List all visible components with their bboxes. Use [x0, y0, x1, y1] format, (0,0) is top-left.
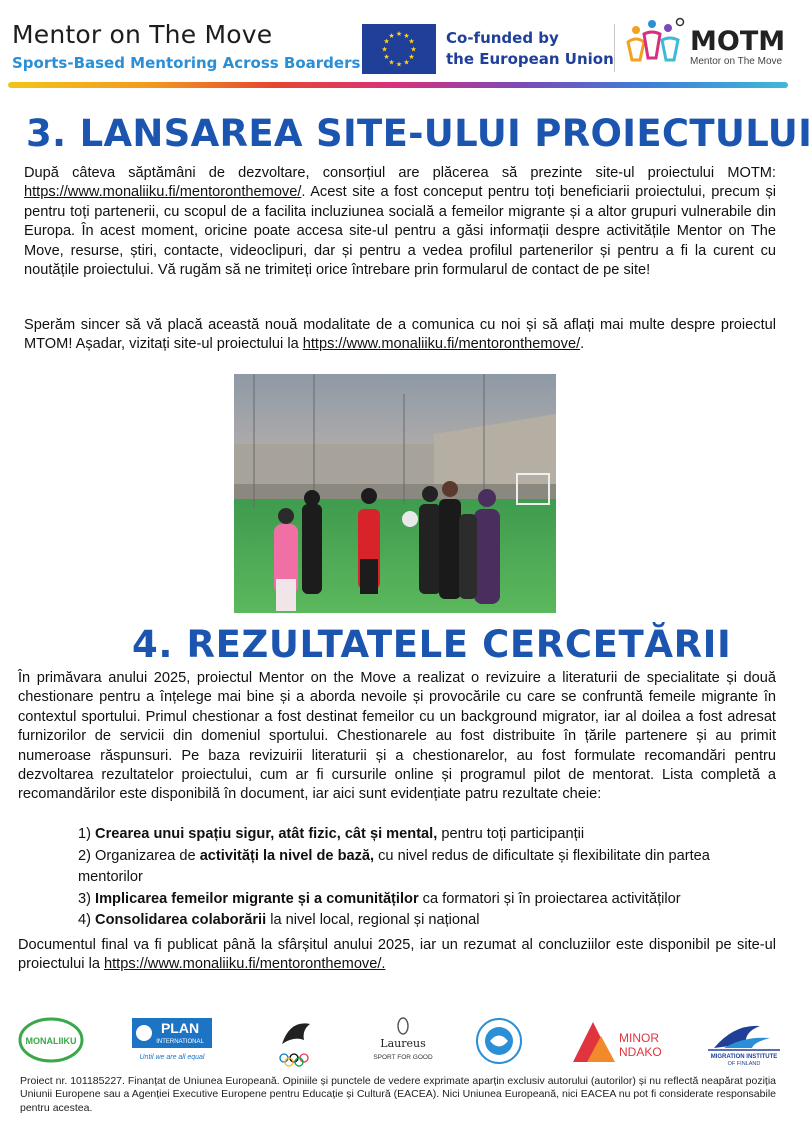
svg-text:★: ★ [388, 32, 395, 40]
section-3-paragraph-1 [24, 164, 776, 280]
svg-text:★: ★ [408, 53, 415, 61]
minor-text: MINOR [619, 1031, 659, 1045]
project-title: Mentor on The Move [12, 20, 273, 49]
item-bold-text: Implicarea femeilor migrante și a comunităților [95, 890, 419, 907]
svg-text:★: ★ [403, 32, 410, 40]
item-text: pentru toți participanții [437, 826, 585, 842]
list-item [78, 824, 778, 846]
monaliiku-logo-icon [18, 1016, 84, 1064]
eu-line-1: Co-funded by [446, 29, 559, 47]
svg-text:★: ★ [381, 45, 388, 54]
item-bold-text: Crearea unui spațiu sigur, atât fizic, cât și mental, [95, 826, 438, 842]
svg-text:★: ★ [388, 58, 395, 67]
project-subtitle: Sports-Based Mentoring Across Boarders [12, 54, 361, 72]
migration-institute-logo-icon [704, 1018, 784, 1068]
paragraph-text: După câteva săptămâni de dezvoltare, consorțiul are plăcerea să prezinte site-ul proiectului MOTM: [24, 165, 776, 181]
svg-text:★: ★ [403, 58, 410, 67]
item-text: la nivel local, regional și național [266, 912, 480, 928]
paragraph-text: . [580, 336, 585, 353]
item-text: ca formatori și în proiectarea activităților [418, 890, 681, 907]
plan-tagline: Until we are all equal [139, 1054, 205, 1061]
laureus-logo-icon [372, 1016, 434, 1066]
svg-text:★: ★ [395, 30, 403, 38]
plan-sub-text: INTERNATIONAL [156, 1039, 204, 1045]
item-bold-text: activități la nivel de bază, [199, 847, 375, 864]
olympic-refuge-foundation-logo-icon [272, 1014, 320, 1068]
minor-ndako-logo-icon [573, 1018, 662, 1064]
plan-text: PLAN [160, 1020, 200, 1036]
paragraph-text: . Acest site a fost conceput pentru toți beneficiarii proiectului, precum și pentru toți partenerii, cu scopul de a facilita incluziunea socială a femeilor migrante și a altor grupuri vulnerabile din Europa. În acest moment, oricine poate accesa site-ul pentru a găsi informații despre activitățile Mentor on The Move, resurse, știri, contacte, videoclipuri, dar și pentru a vedea profilul partenerilor și pentru a fi la curent cu noutățile proiectului. Vă rugăm să ne trimiteți orice întrebare prin formularul de contact de pe site! [24, 184, 776, 279]
item-text: cu nivel redus de dificultate și flexibilitate din partea mentorilor [78, 847, 710, 885]
list-item [78, 846, 778, 889]
football-field-photo [234, 374, 556, 613]
laureus-sub-text: SPORT FOR GOOD [373, 1054, 433, 1061]
list-item [78, 910, 778, 932]
section-4-intro: În primăvara anului 2025, proiectul Mentor on the Move a realizat o revizuire a literaturii de specialitate și două chestionare pentru a înțelege mai bine și a aborda nevoile și provocările cu care se confruntă femeile migrante în contextul sportului. Primul chestionar a fost destinat femeilor cu un background migrator, iar al doilea a fost adresat furnizorilor de servicii din domeniul sportului. Chestionarele au fost distribuite în țările partenere și au primit numeroase răspunsuri. Pe baza revizuirii literaturii și a chestionarelor, au fost formulate recomandări pentru dezvoltarea rezultatelor proiectului, cum ar fi cursurile online și programul pilot de mentorat. Lista completă a recomandărilor este disponibilă în document, iar aici sunt evidențiate patru rezultate cheie: [18, 670, 776, 803]
eu-cofunded-label [446, 28, 614, 70]
section-3-paragraph-2 [24, 316, 776, 355]
project-website-link[interactable]: https://www.monaliiku.fi/mentoronthemove/ [302, 336, 581, 353]
item-number: 1) [78, 826, 96, 842]
ndako-text: NDAKO [619, 1045, 662, 1059]
item-number: 4) [78, 912, 96, 928]
motm-tagline: Mentor on The Move [690, 56, 783, 67]
svg-text:★: ★ [410, 45, 417, 54]
project-website-link[interactable]: https://www.monaliiku.fi/mentoronthemove/ [24, 184, 302, 201]
svg-text:★: ★ [408, 37, 415, 46]
page-header [0, 0, 794, 90]
key-results-list [78, 824, 778, 932]
item-number: 2) [78, 847, 96, 864]
section-4-heading: 4. REZULTATELE CERCETĂRII [132, 623, 732, 666]
section-3-heading: 3. LANSAREA SITE-ULUI PROIECTULUI [26, 112, 812, 155]
item-bold-text: Consolidarea colaborării [95, 912, 267, 928]
paragraph-text: Documentul final va fi publicat până la sfârșitul anului 2025, iar un rezumat al concluziilor este disponibil pe site-ul proiectului la [18, 937, 776, 973]
eu-flag-icon [362, 24, 436, 74]
paragraph-text: Sperăm sincer să vă placă această nouă modalitate de a comunica cu noi și să aflați mai multe despre proiectul MTOM! Așadar, vizitați site-ul proiectului la [24, 317, 776, 353]
funding-disclaimer: Proiect nr. 101185227. Finanțat de Uniunea Europeană. Opiniile și punctele de vedere exprimate aparțin exclusiv autorului (autorilor) și nu reflectă neapărat poziția Uniunii Europene sau a Agenției Executive Europene pentru Educație și Cultură (EACEA). Nici Uniunea Europeană, nici EACEA nu pot fi considerate responsabile pentru acestea. [20, 1075, 776, 1114]
svg-text:★: ★ [395, 60, 403, 69]
eu-line-2: the European Union [446, 50, 614, 68]
rainbow-divider [8, 82, 788, 88]
svg-text:★: ★ [383, 53, 390, 61]
item-number: 3) [78, 890, 96, 907]
migration-sub-text: OF FINLAND [727, 1061, 761, 1067]
item-text: Organizarea de [95, 847, 200, 864]
motm-wordmark: MOTM [690, 26, 786, 57]
laureus-text: Laureus [380, 1037, 426, 1050]
header-divider [614, 24, 615, 72]
plan-international-logo-icon [132, 1018, 212, 1064]
list-item [78, 889, 778, 911]
monaliiku-text: MONALIIKU [25, 1036, 77, 1046]
project-website-link[interactable]: https://www.monaliiku.fi/mentoronthemove/. [104, 956, 386, 973]
svg-text:★: ★ [383, 37, 390, 46]
section-4-closing [18, 936, 776, 975]
sport-for-development-logo-icon [474, 1016, 524, 1066]
migration-text: MIGRATION INSTITUTE [710, 1054, 778, 1060]
motm-figures-logo-icon [622, 16, 686, 72]
partner-logos [0, 1010, 794, 1070]
